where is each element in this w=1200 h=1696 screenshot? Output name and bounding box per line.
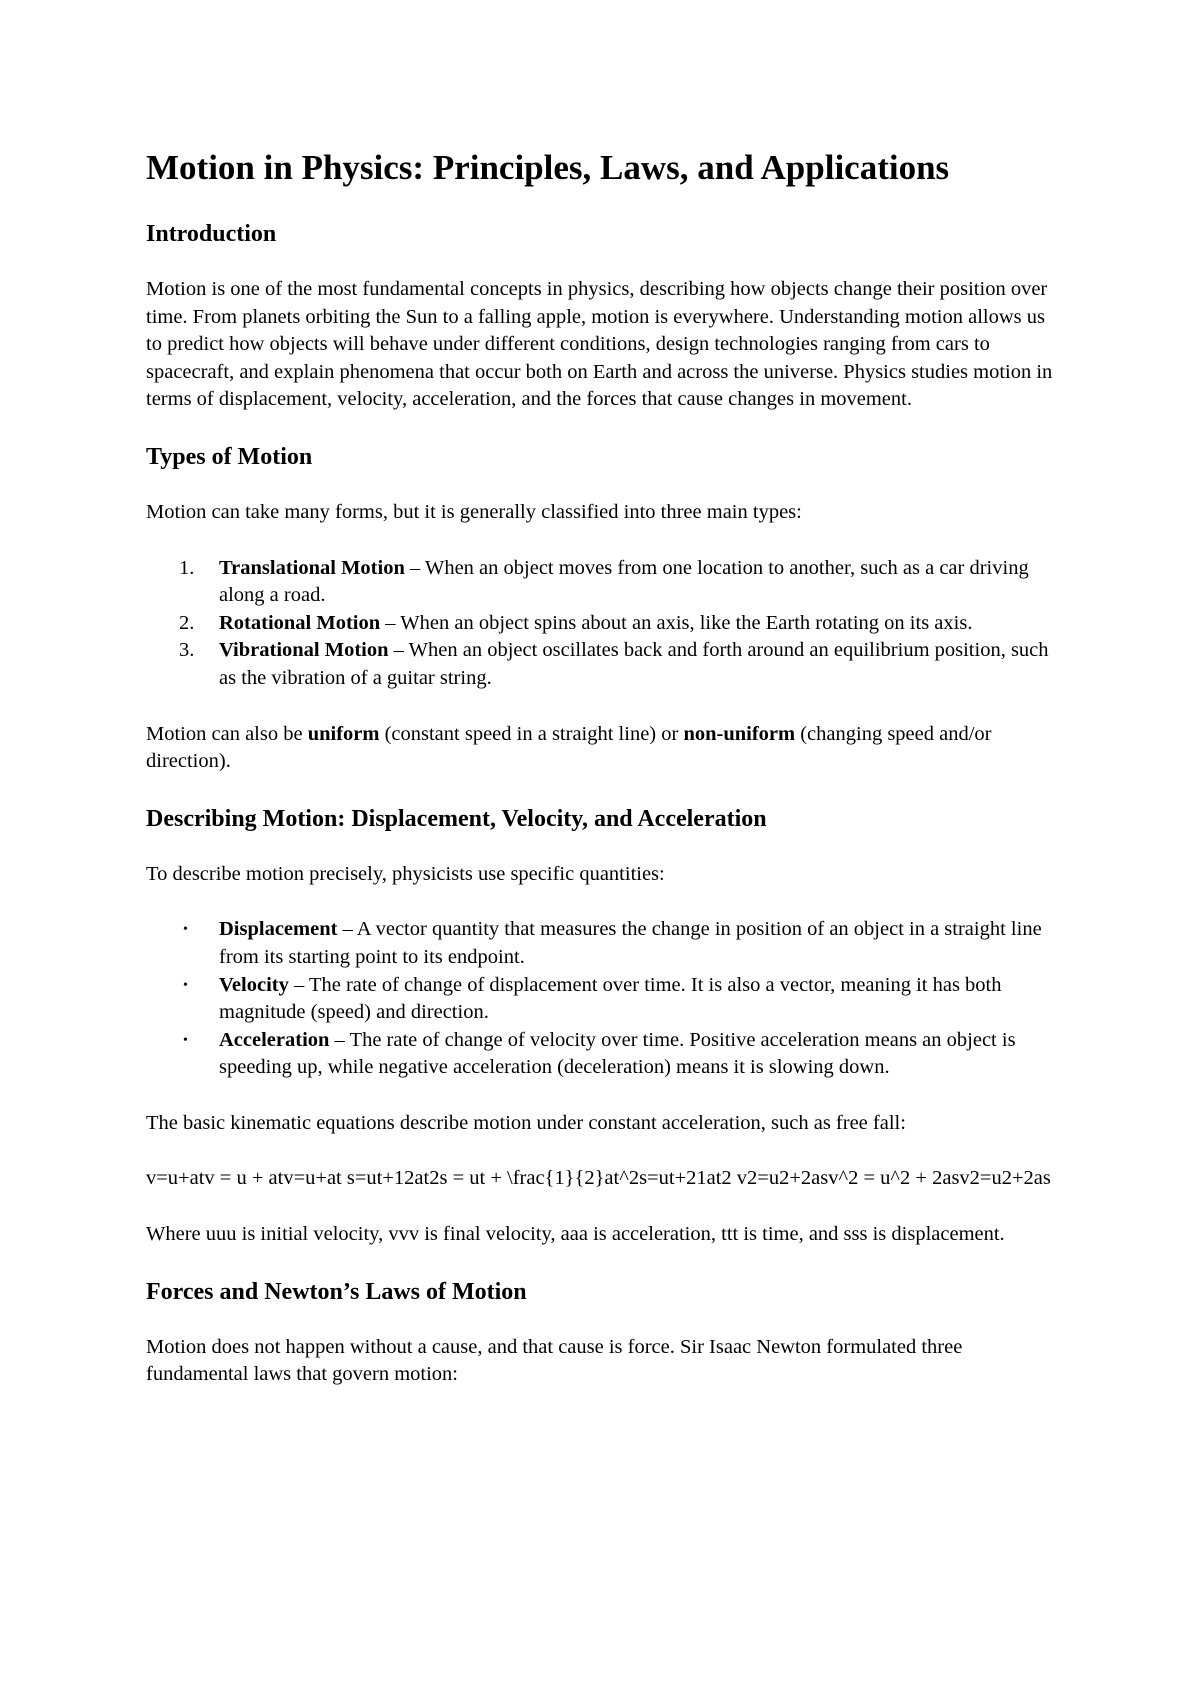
- list-item-text: – When an object oscillates back and forth around an equilibrium position, such as the vibration of a guitar string.: [219, 639, 1049, 689]
- list-number: 1.: [179, 556, 195, 579]
- list-item-text: – When an object moves from one location to another, such as a car driving along a road.: [219, 556, 1029, 607]
- bullet-icon: •: [183, 922, 188, 938]
- document-body: [146, 146, 1066, 1389]
- types-numbered-list: [146, 555, 1066, 693]
- list-number: 2.: [179, 611, 195, 634]
- note-text: Motion can also be: [146, 722, 308, 745]
- note-term-non-uniform: non-uniform: [683, 722, 796, 745]
- note-text: (constant speed in a straight line) or: [379, 722, 684, 745]
- list-item: [146, 637, 1066, 692]
- list-item: [146, 555, 1066, 610]
- list-item-text: – When an object spins about an axis, like the Earth rotating on its axis.: [380, 611, 973, 634]
- uniform-note-paragraph: [146, 721, 1066, 776]
- section-heading-introduction: Introduction: [146, 221, 277, 247]
- note-term-uniform: uniform: [307, 722, 380, 745]
- document-title: Motion in Physics: Principles, Laws, and Applications: [146, 148, 950, 187]
- list-item-text: – A vector quantity that measures the change in position of an object in a straight line from its starting point to its endpoint.: [219, 918, 1042, 968]
- list-item: [146, 610, 1066, 638]
- list-item-term: Velocity: [219, 973, 289, 996]
- list-item-text: – The rate of change of displacement over time. It is also a vector, meaning it has both magnitude (speed) and direction.: [219, 973, 1002, 1024]
- describing-lead-paragraph: To describe motion precisely, physicists use specific quantities:: [146, 862, 665, 885]
- intro-paragraph: Motion is one of the most fundamental concepts in physics, describing how objects change their position over time. From planets orbiting the Sun to a falling apple, motion is everywhere. Understanding motion allows us to predict how objects will behave under different conditions, design technologies ranging from cars to spacecraft, and explain phenomena that occur both on Earth and across the universe. Physics studies motion in terms of displacement, velocity, acceleration, and the forces that cause changes in movement.: [146, 278, 1053, 411]
- variables-paragraph: Where uuu is initial velocity, vvv is final velocity, aaa is acceleration, ttt is time, and sss is displacement.: [146, 1223, 1005, 1246]
- section-heading-types-of-motion: Types of Motion: [146, 443, 313, 470]
- list-item-term: Rotational Motion: [219, 611, 381, 634]
- list-item-term: Acceleration: [219, 1028, 330, 1051]
- list-item-term: Translational Motion: [219, 556, 405, 579]
- types-lead-paragraph: Motion can take many forms, but it is generally classified into three main types:: [146, 500, 802, 523]
- bullet-icon: •: [183, 1032, 188, 1048]
- list-item: [146, 916, 1066, 971]
- bullet-icon: •: [183, 977, 188, 993]
- list-number: 3.: [179, 639, 195, 662]
- section-heading-forces: Forces and Newton’s Laws of Motion: [146, 1278, 527, 1305]
- section-heading-describing-motion: Describing Motion: Displacement, Velocity, and Acceleration: [146, 805, 767, 832]
- note-text: (changing speed and/or direction).: [146, 722, 992, 773]
- list-item: [146, 1027, 1066, 1082]
- list-item: [146, 972, 1066, 1027]
- kinematic-equations: v=u+atv = u + atv=u+at s=ut+12at2s = ut + \frac{1}{2}at^2s=ut+21at2 v2=u2+2asv^2 = u^2 + 2asv2=u2+2as: [146, 1167, 1051, 1190]
- quantities-bullet-list: [146, 916, 1066, 1082]
- list-item-term: Vibrational Motion: [219, 639, 389, 662]
- list-item-text: – The rate of change of velocity over time. Positive acceleration means an object is speeding up, while negative acceleration (deceleration) means it is slowing down.: [219, 1028, 1016, 1079]
- forces-paragraph: Motion does not happen without a cause, and that cause is force. Sir Isaac Newton formulated three fundamental laws that govern motion:: [146, 1335, 963, 1386]
- kinematic-lead-paragraph: The basic kinematic equations describe motion under constant acceleration, such as free fall:: [146, 1111, 906, 1134]
- list-item-term: Displacement: [219, 918, 338, 941]
